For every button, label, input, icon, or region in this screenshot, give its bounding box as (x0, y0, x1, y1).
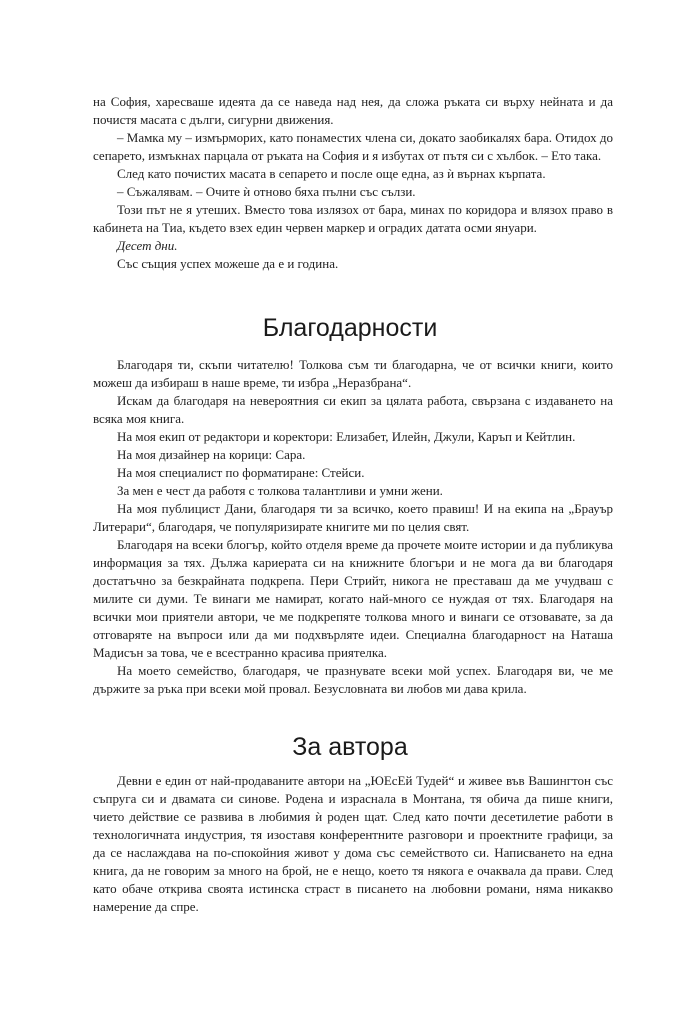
acknowledgement-paragraph: Благодаря ти, скъпи читателю! Толкова съм ти благодарна, че от всички книги, които можеш да избираш в наше време, ти избра „Неразбрана“. (93, 357, 613, 390)
story-paragraph: След като почистих масата в сепарето и после още една, аз ѝ върнах кърпата. (117, 166, 546, 181)
acknowledgement-paragraph: На моя специалист по форматиране: Стейси. (117, 465, 365, 480)
acknowledgement-paragraph: Благодаря на всеки блогър, който отделя време да прочете моите истории и да публикува информация за тях. Дължа кариерата си на книжните блогъри и не мога да ви благодаря достатъчно за безкрайната подкрепа. Пери Стрийт, никога не преставаш да ме учудваш с милите си думи. Те винаги ме намират, когато най-много се нуждая от тях. Благодаря на всички мои приятели автори, че ме подкрепяте толкова много и винаги се отзовавате, за да отговаряте на въпроси или да ми подхвърляте идеи. Специална благодарност на Наташа Мадисън за това, че е всестранно красива приятелка. (93, 537, 613, 660)
story-paragraph: – Мамка му – измърморих, като понаместих члена си, докато заобикалях бара. Отидох до сепарето, измъкнах парцала от ръката на София и я избутах от пътя си с хълбок. – Ето така. (93, 130, 613, 163)
acknowledgement-paragraph: На моето семейство, благодаря, че празнувате всеки мой успех. Благодаря ви, че ме държите за ръка при всеки мой провал. Безусловната ви любов ми дава крила. (93, 663, 613, 696)
acknowledgements-heading: Благодарности (262, 314, 438, 342)
story-section (93, 93, 613, 273)
about-author-section (93, 772, 613, 916)
acknowledgement-paragraph: Искам да благодаря на невероятния си екип за цялата работа, свързана с издаването на всяка моя книга. (93, 393, 613, 426)
about-author-paragraph: Девни е един от най-продаваните автори на „ЮЕсЕй Тудей“ и живее във Вашингтон със съпруга си и двамата си синове. Родена и израснала в Монтана, тя обича да пише книги, чието действие се развива в любимия ѝ роден щат. След като почти десетилетие работи в технологичната индустрия, тя изоставя конферентните разговори и проектните графици, за да се наслаждава на по-спокойния живот у дома със семейството си. Написването на една книга, да не говорим за много на брой, не е нещо, което тя някога е очаквала да прави. След като обаче открива своята истинска страст в писането на любовни романи, няма никакво намерение да спре. (93, 773, 613, 914)
acknowledgements-section (93, 356, 613, 698)
acknowledgement-paragraph: На моя публицист Дани, благодаря ти за всичко, което правиш! И на екипа на „Брауър Литерари“, благодаря, че популяризирате книгите ми по целия свят. (93, 501, 613, 534)
story-paragraph: Десет дни. (117, 238, 178, 253)
story-paragraph: Със същия успех можеше да е и година. (117, 256, 339, 271)
story-paragraph: – Съжалявам. – Очите ѝ отново бяха пълни със сълзи. (117, 184, 416, 199)
acknowledgement-paragraph: На моя екип от редактори и коректори: Елизабет, Илейн, Джули, Каръп и Кейтлин. (117, 429, 576, 444)
acknowledgement-paragraph: За мен е чест да работя с толкова талантливи и умни жени. (117, 483, 443, 498)
story-paragraph: Този път не я утеших. Вместо това излязох от бара, минах по коридора и влязох право в кабинета на Тиа, където взех един червен маркер и оградих датата осми януари. (93, 202, 613, 235)
story-paragraph: на София, харесваше идеята да се наведа над нея, да сложа ръката си върху нейната и да почистя масата с дълги, сигурни движения. (93, 94, 613, 127)
acknowledgement-paragraph: На моя дизайнер на корици: Сара. (117, 447, 306, 462)
about-author-heading: За автора (292, 733, 408, 761)
